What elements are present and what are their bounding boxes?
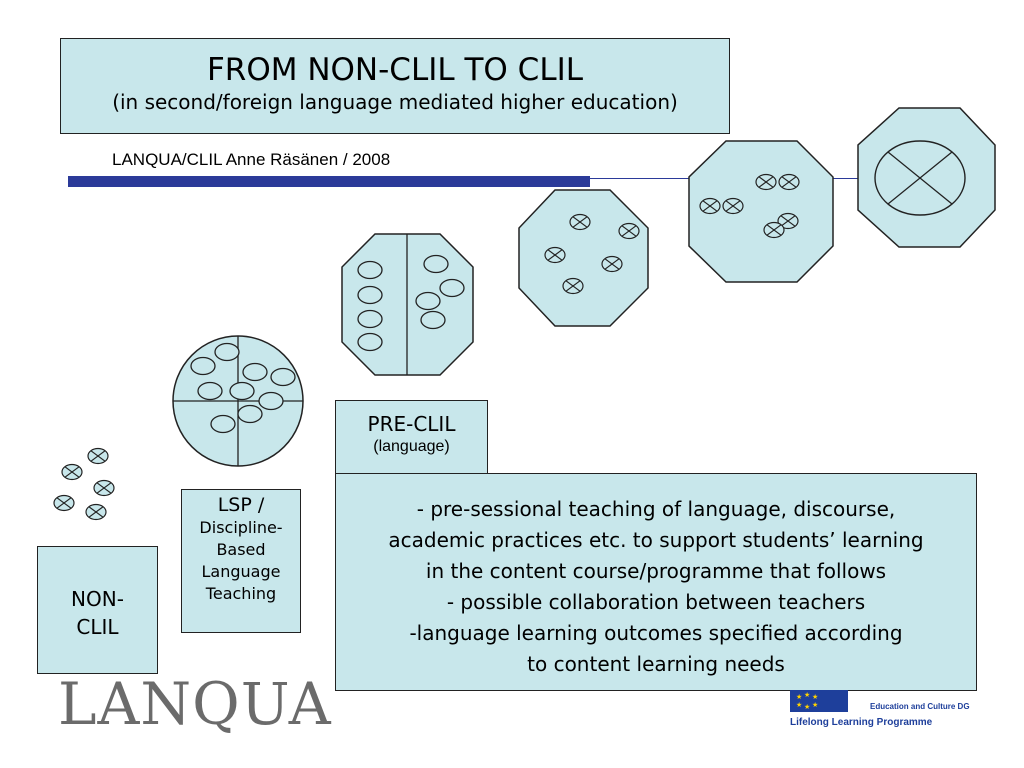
stage4-octagon-symbol — [519, 190, 648, 326]
lsp-label-box — [181, 489, 301, 633]
eu-dg-label: Education and Culture DG — [870, 702, 970, 711]
nonclil-label-line1: NON- — [71, 587, 124, 611]
clil-octagon-symbol — [858, 108, 995, 247]
preclil-label-subtitle: (language) — [373, 438, 450, 455]
lsp-circle-symbol — [173, 336, 303, 466]
description-line: to content learning needs — [527, 652, 785, 676]
description-line: -language learning outcomes specified according — [409, 621, 903, 645]
lsp-label-line: Based — [216, 540, 266, 559]
nonclil-label-box — [37, 546, 158, 674]
stage5-octagon-symbol — [689, 141, 833, 282]
page-title: FROM NON-CLIL TO CLIL — [206, 52, 584, 88]
eu-flag-logo: ★ ★ ★ ★ ★ ★ — [790, 690, 848, 712]
programme-label: Lifelong Learning Programme — [790, 717, 933, 728]
nonclil-label-line2: CLIL — [76, 615, 119, 639]
description-line: - pre-sessional teaching of language, discourse, — [416, 497, 896, 521]
lanqua-logo: LANQUA — [58, 670, 332, 738]
preclil-label-box — [335, 400, 488, 474]
lsp-label-line: Teaching — [205, 584, 277, 603]
lsp-label-line: Language — [201, 562, 281, 581]
description-line: in the content course/programme that follows — [425, 559, 887, 583]
preclil-octagon-symbol — [342, 234, 473, 375]
nonclil-symbols — [54, 449, 114, 520]
preclil-description-box — [335, 473, 977, 691]
lsp-label-line: Discipline- — [199, 518, 283, 537]
description-line: - possible collaboration between teachers — [446, 590, 866, 614]
preclil-label-title: PRE-CLIL — [367, 412, 456, 436]
description-line: academic practices etc. to support students’ learning — [388, 528, 924, 552]
author-credit: LANQUA/CLIL Anne Räsänen / 2008 — [112, 150, 391, 169]
page-subtitle: (in second/foreign language mediated higher education) — [112, 90, 678, 114]
lsp-label-title: LSP / — [217, 494, 265, 516]
